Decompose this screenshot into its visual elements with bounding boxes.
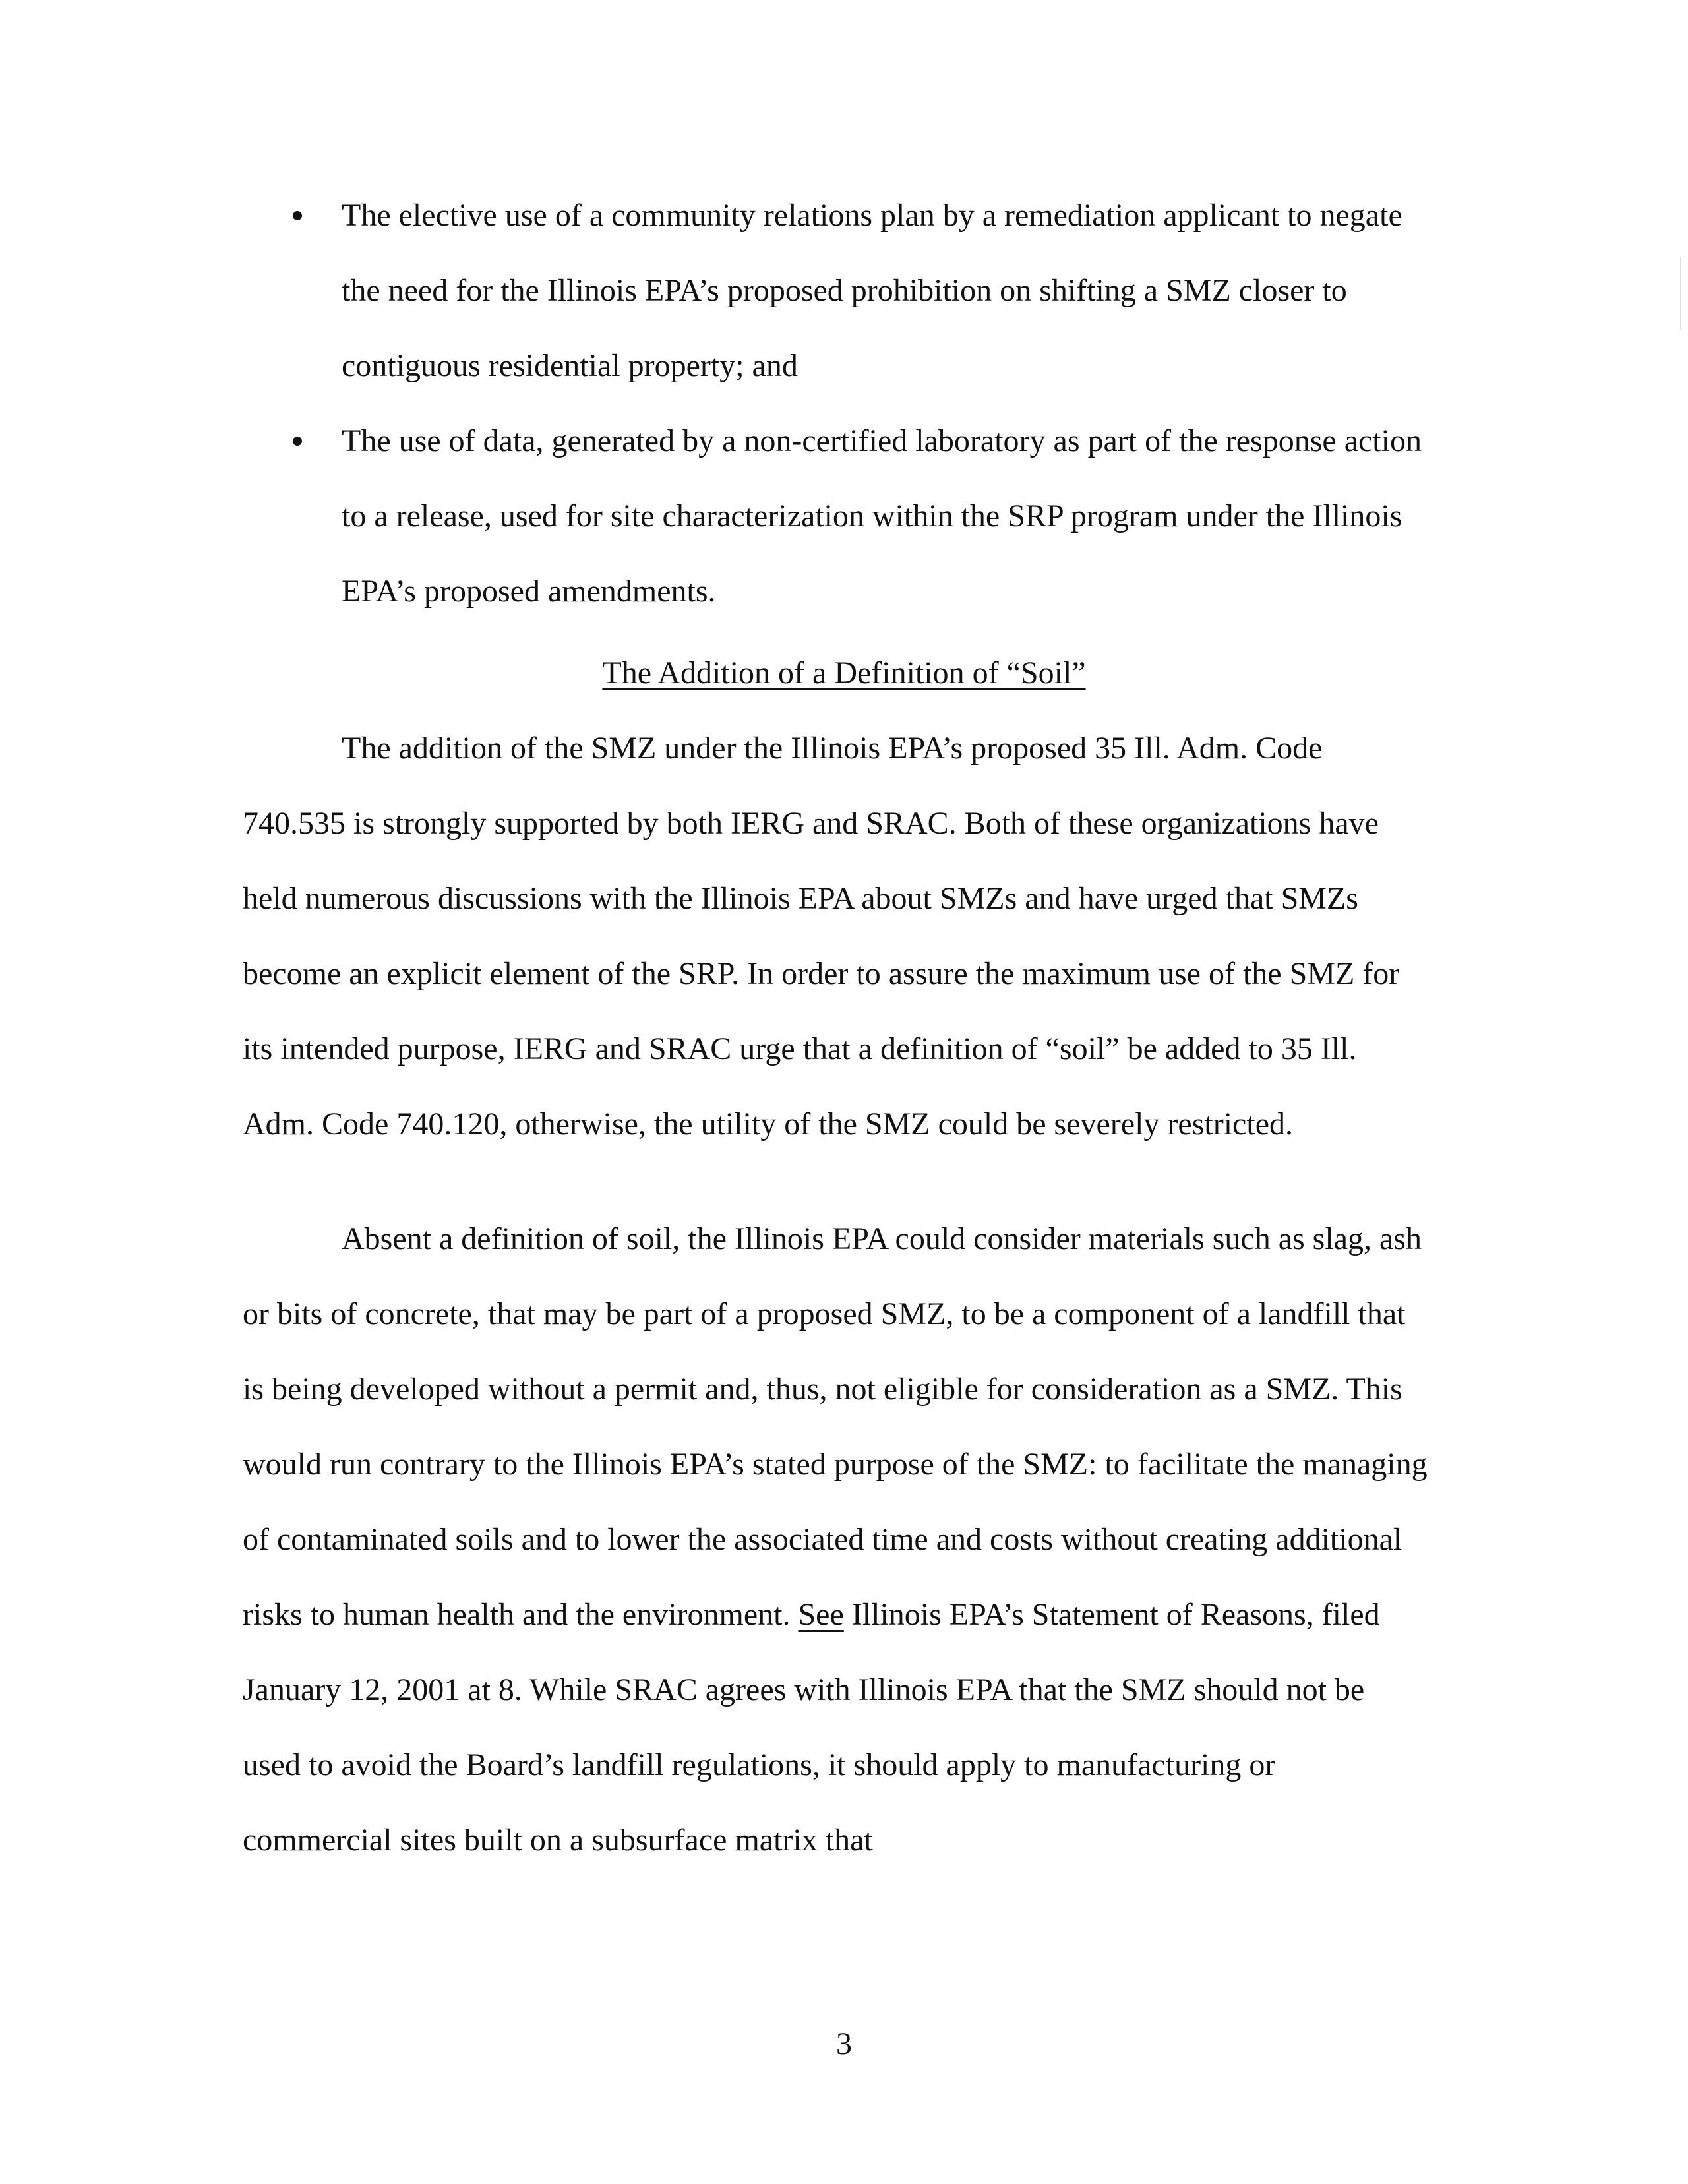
paragraph-text-after-citation: Illinois EPA’s Statement of Reasons, filed January 12, 2001 at 8. While SRAC agrees with Illinois EPA that the SMZ should not be used to avoid the Board’s landfill regulations, it should apply to manufacturing or commercial sites built on a subsurface matrix that (243, 1597, 1380, 1858)
page-number: 3 (836, 2026, 852, 2061)
bullet-list (243, 178, 1430, 629)
paragraph-smz-support: The addition of the SMZ under the Illinois EPA’s proposed 35 Ill. Adm. Code 740.535 is strongly supported by both IERG and SRAC. Both of these organizations have held numerous discussions with the Illinois EPA about SMZs and have urged that SMZs become an explicit element of the SRP. In order to assure the maximum use of the SMZ for its intended purpose, IERG and SRAC urge that a definition of “soil” be added to 35 Ill. Adm. Code 740.120, otherwise, the utility of the SMZ could be severely restricted. (243, 731, 1400, 1141)
section-heading-text: The Addition of a Definition of “Soil” (602, 655, 1086, 690)
bullet-item-non-certified-data: The use of data, generated by a non-certified laboratory as part of the response action to a release, used for site characterization within the SRP program under the Illinois EPA’s proposed amendments. (243, 404, 1430, 629)
paragraph-text-before-citation: Absent a definition of soil, the Illinois EPA could consider materials such as slag, ash or bits of concrete, that may be part of a proposed SMZ, to be a component of a landfill that is being developed without a permit and, thus, not eligible for consideration as a SMZ. This would run contrary to the Illinois EPA’s stated purpose of the SMZ: to facilitate the managing of contaminated soils and to lower the associated time and costs without creating additional risks to human health and the environment. (243, 1221, 1428, 1632)
paragraph-absent-definition (243, 1201, 1430, 1878)
scan-margin-mark (1680, 257, 1681, 330)
citation-signal: See (798, 1597, 844, 1632)
bullet-item-community-relations: The elective use of a community relations plan by a remediation applicant to negate the need for the Illinois EPA’s proposed prohibition on shifting a SMZ closer to contiguous residential property; and (243, 178, 1430, 404)
section-heading (0, 636, 1688, 711)
